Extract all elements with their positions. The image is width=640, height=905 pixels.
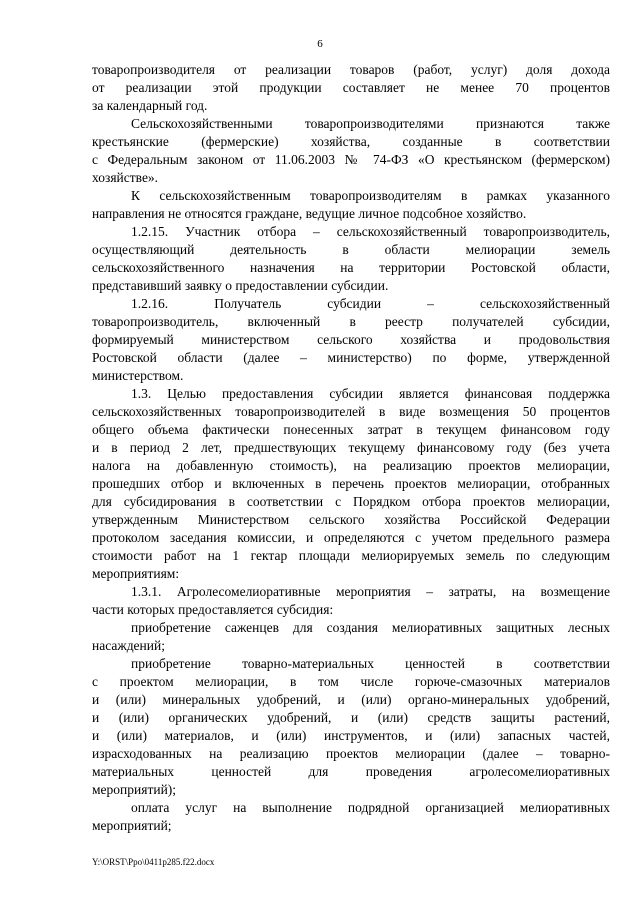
text-line: К сельскохозяйственным товаропроизводителям в рамках указанного [131, 188, 610, 203]
text-line: 1.2.15. Участник отбора – сельскохозяйственный товаропроизводитель, [131, 224, 610, 239]
text-line: сельскохозяйственного назначения на территории Ростовской области, [92, 260, 610, 275]
text-line: и (или) материалов, и (или) инструментов, и (или) запасных частей, [92, 728, 610, 743]
text-line: насаждений; [92, 638, 165, 653]
text-line: с Федеральным законом от 11.06.2003 № 74-ФЗ «О крестьянском (фермерском) [92, 152, 610, 167]
text-line: 1.3.1. Агролесомелиоративные мероприятия – затраты, на возмещение [131, 584, 610, 599]
text-line: приобретение саженцев для создания мелиоративных защитных лесных [131, 620, 610, 635]
file-path-footer: Y:\ORST\Ppo\0411p285.f22.docx [92, 857, 215, 867]
text-line: материальных ценностей для проведения агролесомелиоративных [92, 764, 610, 779]
text-line: общего объема фактически понесенных затрат в текущем финансовом году [92, 422, 610, 437]
page-number: 6 [317, 38, 323, 50]
text-line: утвержденным Министерством сельского хозяйства Российской Федерации [92, 512, 610, 527]
text-line: сельскохозяйственных товаропроизводителей в виде возмещения 50 процентов [92, 404, 610, 419]
text-line: министерством. [92, 368, 184, 383]
text-line: прошедших отбор и включенных в перечень проектов мелиорации, отобранных [92, 476, 610, 491]
text-line: мероприятий; [92, 818, 172, 833]
text-line: с проектом мелиорации, в том числе горюче-смазочных материалов [92, 674, 610, 689]
text-line: части которых предоставляется субсидия: [92, 602, 334, 617]
text-line: Сельскохозяйственными товаропроизводителями признаются также [131, 116, 610, 131]
text-line: товаропроизводителя от реализации товаров (работ, услуг) доля дохода [92, 62, 610, 77]
text-line: от реализации этой продукции составляет не менее 70 процентов [92, 80, 610, 95]
text-line: протоколом заседания комиссии, и определяются с учетом предельного размера [92, 530, 610, 545]
text-line: за календарный год. [92, 98, 208, 113]
text-line: и (или) минеральных удобрений, и (или) органо-минеральных удобрений, [92, 692, 610, 707]
text-line: 1.3. Целью предоставления субсидии является финансовая поддержка [131, 386, 610, 401]
text-line: хозяйстве». [92, 170, 159, 185]
text-line: мероприятиям: [92, 566, 180, 581]
text-line: Ростовской области (далее – министерство) по форме, утвержденной [92, 350, 610, 365]
text-line: стоимости работ на 1 гектар площади мелиорируемых земель по следующим [92, 548, 610, 563]
text-line: для субсидирования в соответствии с Порядком отбора проектов мелиорации, [92, 494, 610, 509]
text-line: и в период 2 лет, предшествующих текущему финансовому году (без учета [92, 440, 610, 455]
text-line: крестьянские (фермерские) хозяйства, созданные в соответствии [92, 134, 610, 149]
text-line: направления не относятся граждане, ведущие личное подсобное хозяйство. [92, 206, 527, 221]
text-line: приобретение товарно-материальных ценностей в соответствии [131, 656, 610, 671]
text-line: налога на добавленную стоимость), на реализацию проектов мелиорации, [92, 458, 610, 473]
text-line: формируемый министерством сельского хозяйства и продовольствия [92, 332, 610, 347]
text-line: 1.2.16. Получатель субсидии – сельскохозяйственный [131, 296, 610, 311]
text-line: представивший заявку о предоставлении субсидии. [92, 278, 389, 293]
text-line: и (или) органических удобрений, и (или) средств защиты растений, [92, 710, 610, 725]
text-line: израсходованных на реализацию проектов мелиорации (далее – товарно- [92, 746, 610, 761]
text-line: осуществляющий деятельность в области мелиорации земель [92, 242, 610, 257]
text-line: оплата услуг на выполнение подрядной организацией мелиоративных [131, 800, 610, 815]
text-line: мероприятий); [92, 782, 177, 797]
text-line: товаропроизводитель, включенный в реестр получателей субсидии, [92, 314, 610, 329]
